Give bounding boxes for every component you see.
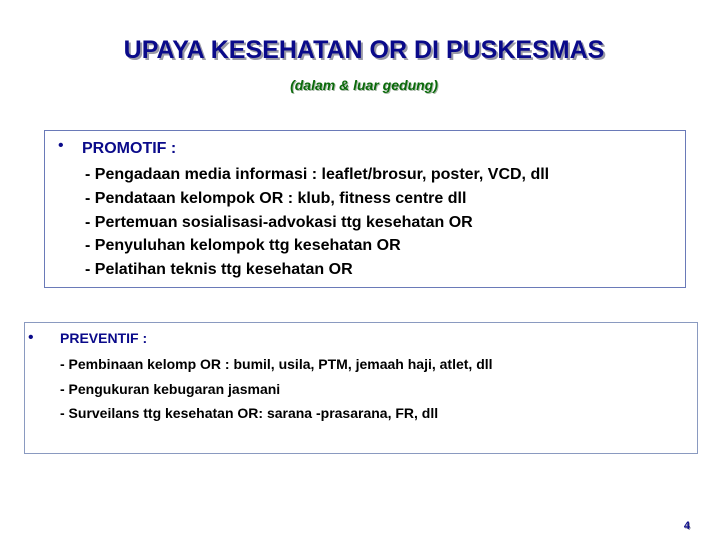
promotif-item: - Pelatihan teknis ttg kesehatan OR	[85, 261, 353, 279]
promotif-heading: PROMOTIF :	[82, 140, 177, 157]
page-number: 4	[683, 520, 690, 532]
promotif-bullet: •	[58, 137, 64, 154]
promotif-item: - Penyuluhan kelompok ttg kesehatan OR	[85, 237, 401, 255]
preventif-bullet: •	[28, 329, 34, 346]
preventif-item: - Surveilans ttg kesehatan OR: sarana -prasarana, FR, dll	[60, 405, 439, 421]
preventif-list	[60, 352, 493, 426]
promotif-list	[85, 163, 549, 282]
preventif-item: - Pengukuran kebugaran jasmani	[60, 380, 281, 397]
preventif-item: - Pembinaan kelomp OR : bumil, usila, PTM, jemaah haji, atlet, dll	[60, 356, 493, 372]
promotif-item: - Pendataan kelompok OR : klub, fitness centre dll	[85, 189, 467, 207]
promotif-item: - Pertemuan sosialisasi-advokasi ttg kesehatan OR	[85, 213, 473, 231]
slide-title: UPAYA KESEHATAN OR DI PUSKESMAS	[123, 36, 605, 64]
preventif-heading: PREVENTIF :	[60, 330, 148, 346]
promotif-item: - Pengadaan media informasi : leaflet/brosur, poster, VCD, dll	[85, 166, 550, 183]
slide-subtitle: (dalam & luar gedung)	[290, 77, 438, 93]
